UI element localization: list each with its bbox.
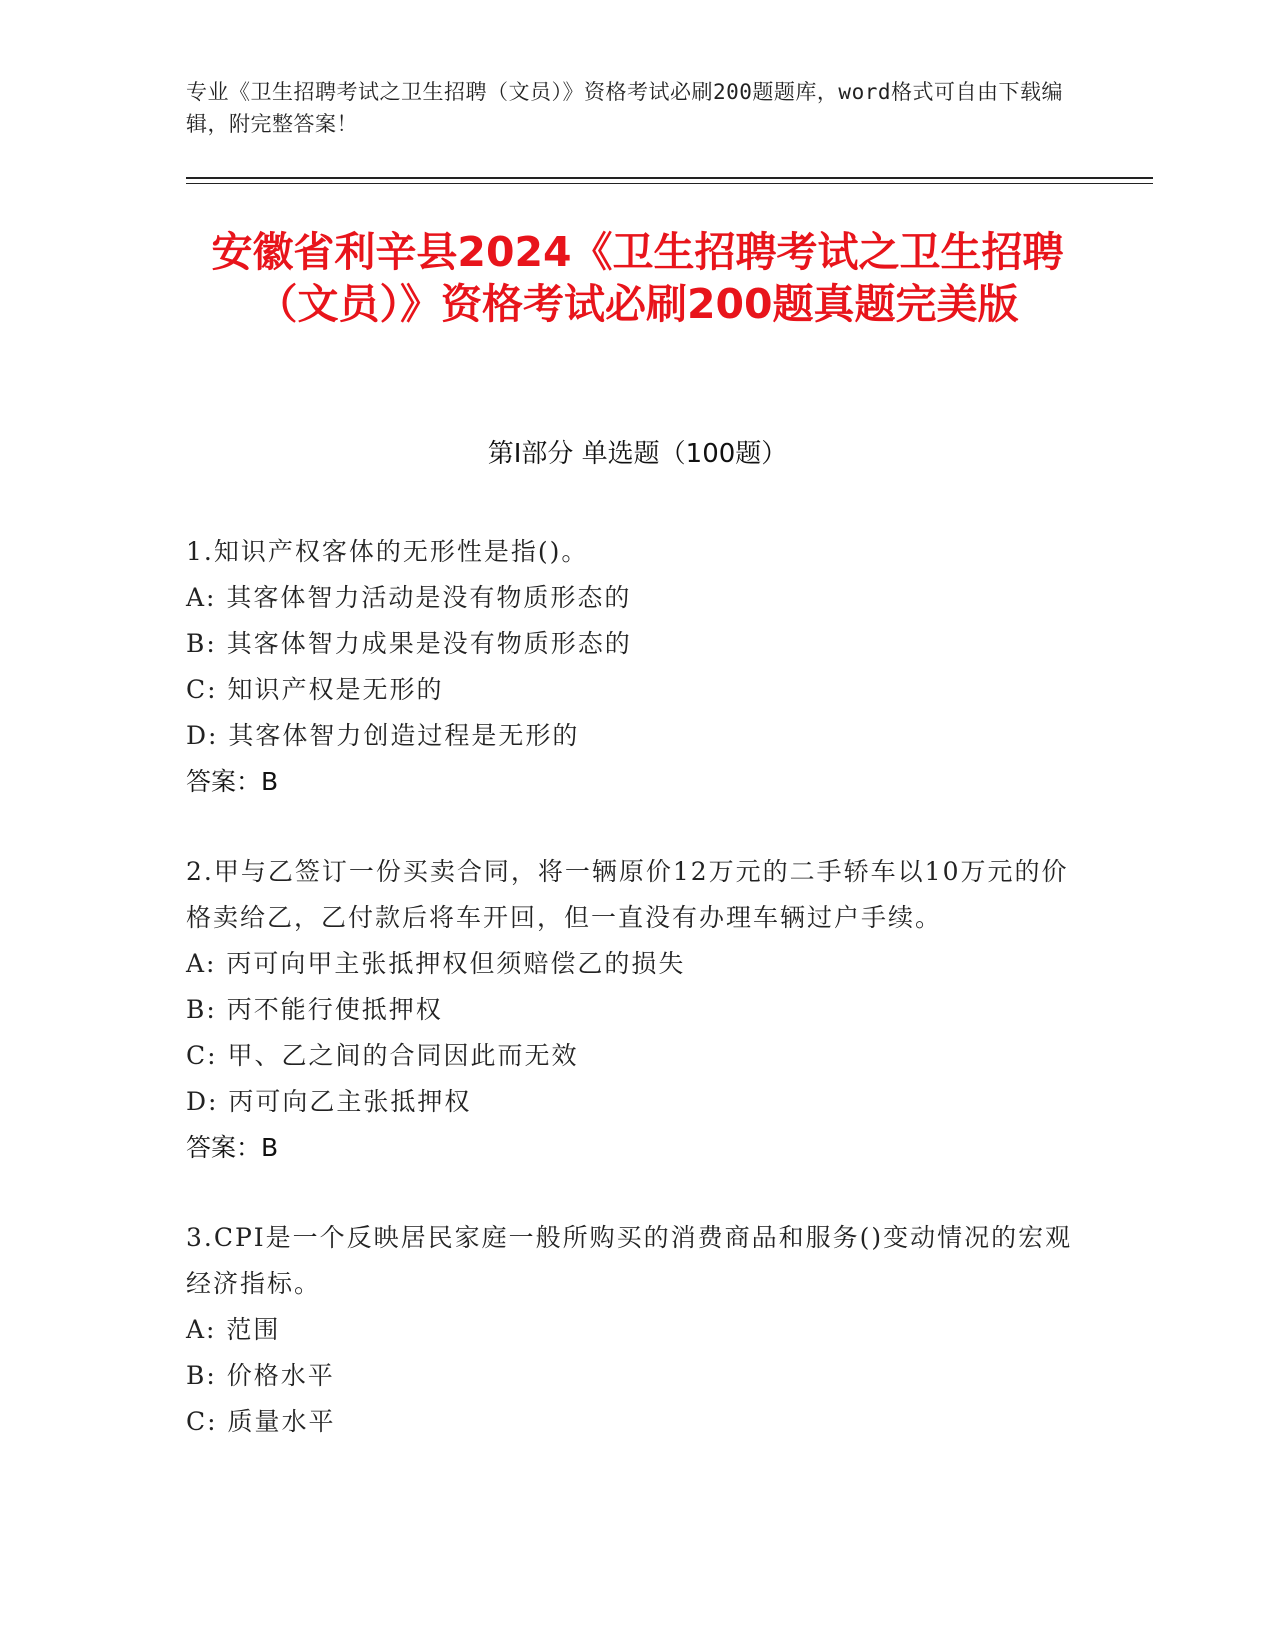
option-a: A: 其客体智力活动是没有物质形态的 xyxy=(186,583,632,612)
header-note: 专业《卫生招聘考试之卫生招聘（文员）》资格考试必刷200题题库，word格式可自由下载编辑，附完整答案！ xyxy=(186,80,1063,136)
option-b: B: 其客体智力成果是没有物质形态的 xyxy=(186,629,632,658)
option-c: C: 质量水平 xyxy=(186,1407,336,1436)
question-list xyxy=(186,529,1086,1489)
document-title: 安徽省利辛县2024《卫生招聘考试之卫生招聘（文员）》资格考试必刷200题真题完美版 xyxy=(211,228,1064,328)
question-stem: 3.CPI是一个反映居民家庭一般所购买的消费商品和服务()变动情况的宏观经济指标。 xyxy=(186,1223,1073,1298)
answer-label: 答案：B xyxy=(186,1133,279,1162)
question-2 xyxy=(186,849,1086,1171)
header-rule-thin xyxy=(186,183,1153,184)
question-stem: 2.甲与乙签订一份买卖合同，将一辆原价12万元的二手轿车以10万元的价格卖给乙，乙付款后将车开回，但一直没有办理车辆过户手续。 xyxy=(186,857,1069,932)
answer-label: 答案：B xyxy=(186,767,279,796)
question-stem: 1.知识产权客体的无形性是指()。 xyxy=(186,537,589,566)
section-heading: 第Ⅰ部分 单选题（100题） xyxy=(487,439,788,469)
question-3 xyxy=(186,1215,1086,1445)
option-b: B: 丙不能行使抵押权 xyxy=(186,995,443,1024)
question-1 xyxy=(186,529,1086,805)
header-rule-thick xyxy=(186,177,1153,179)
option-c: C: 甲、乙之间的合同因此而无效 xyxy=(186,1041,579,1070)
option-d: D: 丙可向乙主张抵押权 xyxy=(186,1087,472,1116)
option-a: A: 丙可向甲主张抵押权但须赔偿乙的损失 xyxy=(186,949,686,978)
option-c: C: 知识产权是无形的 xyxy=(186,675,444,704)
option-a: A: 范围 xyxy=(186,1315,281,1344)
option-d: D: 其客体智力创造过程是无形的 xyxy=(186,721,580,750)
option-b: B: 价格水平 xyxy=(186,1361,335,1390)
